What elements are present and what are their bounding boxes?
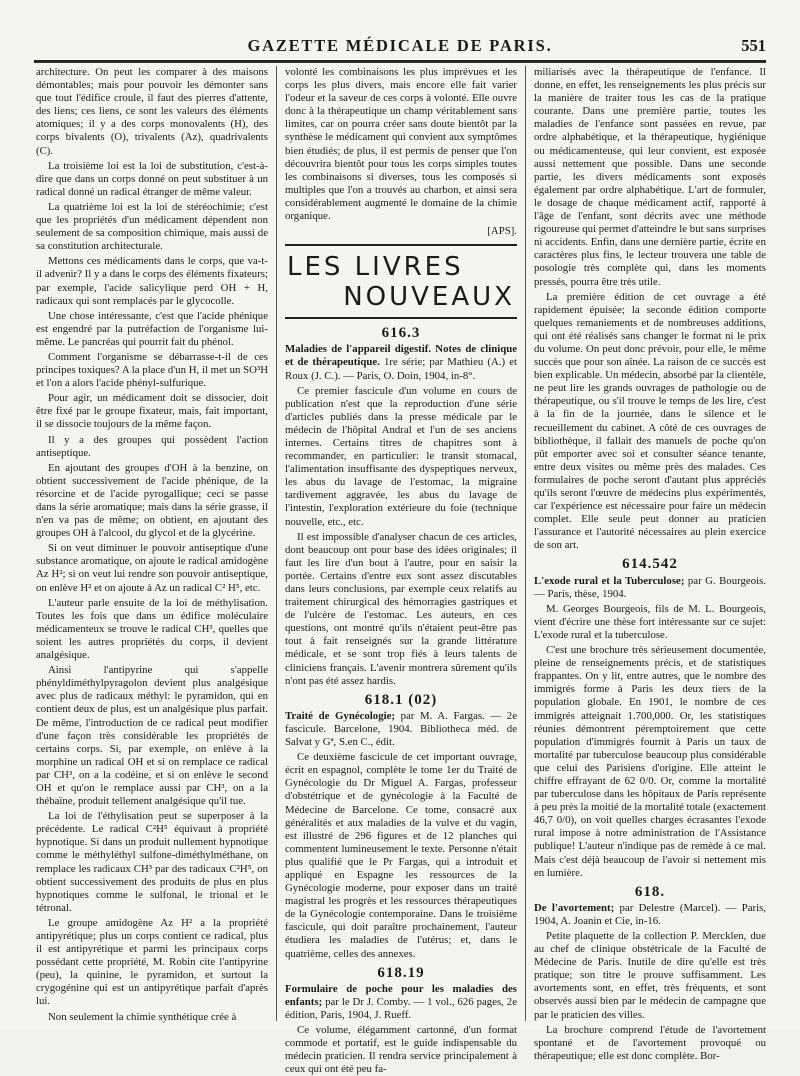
- book-details: par le Dr J. Comby. — 1 vol., 626 pages, 2e édition, Paris, 1904, J. Rueff.: [285, 995, 517, 1021]
- column-2: [285, 66, 517, 1076]
- book-title: L'exode rural et la Tuberculose;: [534, 574, 685, 587]
- paragraph: La troisième loi est la loi de substitution, c'est-à-dire que dans un corps donné on peut substituer à un radical donné un radical étranger de même valeur.: [36, 159, 268, 198]
- paragraph: C'est une brochure très sérieusement documentée, pleine de renseignements précis, et de statistiques frappantes. On y lit, entre autres, que le nombre des immigrés forme à Paris les deux tiers de la population globale. En 1901, le nombre de ces immigrés atteignait 1.700,000. Or, les statistiques réunies démontrent péremptoirement que cette population d'immigrés fournit à Paris un taux de mortalité par tuberculose beaucoup plus considérable que celui des Parisiens d'origine. Elle atteint le chiffre effrayant de 62 0/0. Or, comme la mortalité par tuberculose dans les hôpitaux de Paris représente à peu près la moitié de la mortalité totale (exactement 46,7 0/0), on voit quelles charges écrasantes l'exode rural impose à notre administration de l'Assistance publique! L'auteur n'indique pas de remède à ce mal. Mais c'est déjà beaucoup de l'avoir si nettement mis en lumière.: [534, 644, 766, 879]
- paragraph: miliarisés avec la thérapeutique de l'enfance. Il donne, en effet, les renseignements les plus précis sur la manière de traiter tous les cas de la pratique courante. Dans une première partie, toutes les maladies de l'enfance sont passées en revue, par ordre alphabétique, et la thérapeutique, hygiénique ou médicamenteuse, qui leur convient, est exposée aussi nettement que possible. Dans une seconde partie, les divers médicaments sont exposés également par ordre alphabétique. L'art de formuler, le dosage de chaque médicament actif, rapporté à l'âge de l'enfant, sont décrits avec une méthode rigoureuse qui permet d'atteindre le but sans surprises ni accidents. Enfin, dans une dernière partie, écrite en caractères plus fins, le lecteur trouvera une table de posologie très complète qui, dans les moments pressés, pourra être très utile.: [534, 66, 766, 288]
- paragraph: Il y a des groupes qui possèdent l'action antiseptique.: [36, 433, 268, 459]
- paragraph: La brochure comprend l'étude de l'avortement spontané et de l'avortement provoqué ou thérapeutique; elle est donc complète. Bor-: [534, 1023, 766, 1062]
- column-divider: [525, 66, 526, 1021]
- paragraph: Le groupe amidogène Az H² a la propriété antipyrétique; plus un corps contient ce radical, plus il est antipyrétique et parmi les principaux corps possédant cette propriété, M. Robin cite l'antipyrine (peu), la quinine, le pyramidon, et surtout la crygogénine qui est un antipyrétique parfait d'après lui.: [36, 916, 268, 1008]
- paragraph: Ce volume, élégamment cartonné, d'un format commode et portatif, est le guide indispensable du médecin praticien. Il rendra service principalement à ceux qui ont été peu fa-: [285, 1024, 517, 1076]
- paragraph: Il est impossible d'analyser chacun de ces articles, dont beaucoup ont pour base des idées originales; il faut les lire d'un bout à l'autre, pour en saisir la portée. Certains d'entre eux sont assez discutables dans leurs conclusions, par exemple ceux relatifs au traitement chirurgical des hémorragies gastriques et de l'ulcère de l'estomac. Les auteurs, en ces questions, ont montré qu'ils n'étaient peut-être pas tout à fait renseignés sur la grande littérature médicale, et se sont trop fiés à leurs talents de cliniciens français. L'avenir montrera sûrement qu'ils n'ont pas été assez hardis.: [285, 530, 517, 687]
- paragraph: architecture. On peut les comparer à des maisons démontables; mais pour pouvoir les démonter sans que tout l'édifice croule, il faut des pierres d'attente, des liens; ces liens, ce sont les valeurs des éléments atomiques; il y a des corps monovalents (H), des corps bivalents (O), trivalents (Az), quadrivalents (C).: [36, 66, 268, 157]
- classification-number: 614.542: [622, 556, 678, 573]
- banner-line-2: NOUVEAUX: [343, 282, 515, 313]
- page-number: 551: [741, 36, 766, 55]
- paragraph: Ce deuxième fascicule de cet important ouvrage, écrit en espagnol, complète le tome 1er du Traité de Gynécologie du Dr Miguel A. Fargas, professeur d'obstétrique et de gynécologie à la Faculté de Médecine de Barcelone. Ce tome, consacré aux généralités et aux maladies de la vulve et du vagin, est illustré de 296 figures et de 12 planches qui commentent lumineusement le texte. Personne n'était plus qualifié que le Pr Fargas, qui a introduit et appliqué en Espagne les ressources de la Gynécologie moderne, pour exposer dans un traité magistral les progrès et les ressources thérapeutiques de la Gynécologie contemporaine. Dans le troisième fascicule, qui doit paraître prochainement, l'auteur étudiera les maladies de l'utérus; et, dans le quatrième, celles des annexes.: [285, 751, 517, 960]
- paragraph: Non seulement la chimie synthétique crée à: [48, 1010, 237, 1023]
- journal-title: GAZETTE MÉDICALE DE PARIS.: [247, 36, 553, 55]
- book-title: Maladies de l'appareil digestif. Notes de clinique et de thérapeutique.: [285, 343, 517, 369]
- paragraph: En ajoutant des groupes d'OH à la benzine, on obtient successivement de l'acide phénique, de la résorcine et de l'acide pyrogallique; ceci se passe dans la série aromatique; mais dans la série grasse, il n'en va pas de même; on obtient, en ajoutant des groupes OH à l'alcool, du glycol et de la glycérine.: [36, 461, 268, 540]
- classification-number: 618.19: [377, 964, 425, 981]
- book-entry: [285, 343, 517, 382]
- paragraph: M. Georges Bourgeois, fils de M. L. Bourgeois, vient d'écrire une thèse fort intéressante sur ce sujet: L'exode rural et la tuberculose.: [534, 602, 766, 641]
- paragraph: Ce premier fascicule d'un volume en cours de publication n'est que la reproduction d'une série d'articles publiés dans la presse médicale par le médecin de l'hôpital Andral et l'un de ses anciens internes. Certains titres de chapitres sont à recommander, en particulier: le transit stomacal, l'alimentation insuffisante des dyspeptiques nerveux, les abus du lavage de l'estomac, la migraine tardivement aggravée, les abus du lavage de l'intestin, l'exploration extérieure du foie (technique nouvelle, etc., etc.: [285, 384, 517, 528]
- paragraph: volonté les combinaisons les plus imprévues et les corps les plus divers, mais encore elle fait varier l'odeur et la saveur de ces corps à volonté. Elle ouvre donc à la thérapeutique un champ véritablement sans limites, car on pourra créer sans doute bientôt par la synthèse le médicament qui convient aux symptômes bien étudiés; de plus, il est permis de penser que l'on découvrira bientôt pour tous les corps simples toutes les combinaisons si diverses, tous les composés si multiples que l'on a trouvés au charbon, et ainsi sera considérablement augmenté le domaine de la chimie organique.: [285, 66, 517, 223]
- page-header: [34, 34, 766, 62]
- section-banner: [285, 244, 517, 319]
- column-1: [36, 66, 268, 1021]
- book-title: De l'avortement;: [534, 901, 615, 914]
- book-entry: [285, 710, 517, 749]
- paragraph: Si on veut diminuer le pouvoir antiseptique d'une substance aromatique, on ajoute le radical amidogène Az H²; si on veut lui rendre son pouvoir antiseptique, on enlève H² et on ajoute à Az un radical C² H⁵, etc.: [36, 542, 268, 594]
- book-entry: [534, 575, 766, 601]
- book-entry: [285, 983, 517, 1022]
- book-details: par G. Bourgeois. — Paris, thèse, 1904.: [534, 574, 766, 600]
- book-details: par Delestre (Marcel). — Paris, 1904, A. Joanin et Cie, in-16.: [534, 901, 766, 927]
- paragraph: Mettons ces médicaments dans le corps, que va-t-il advenir? Il y a dans le corps des éléments fixateurs; par exemple, l'acide salicylique perd OH + H, radicaux qui sont remplacés par le glycocolle.: [36, 255, 268, 307]
- paragraph: La première édition de cet ouvrage a été rapidement épuisée; la seconde édition comporte quelques remaniements et de nombreuses additions, qui ont été réalisés sans changer le format ni le prix du volume. On peut donc prévoir, pour elle, le même succès que pour son aînée. La raison de ce succès est bien explicable. Un médecin, absorbé par la clientèle, ne peut lire les grands ouvrages de pathologie ou de thérapeutique, ou s'il trouve le temps de les lire, c'est à la fin de la journée, dans le silence et le recueillement du cabinet. A côté de ces ouvrages de bibliothèque, il fallait des manuels de poche qu'on pût emporter avec soi et consulter séance tenante, entre deux visites ou même près des malades. Ces formulaires de poche seront d'autant plus appréciés qu'ils seront l'œuvre de médecins plus expérimentés, car l'expérience est nécessaire pour faire un médecin complet. Elle seule peut donner au praticien l'assurance et l'autorité nécessaires au plein exercice de son art.: [534, 290, 766, 552]
- book-details: par M. A. Fargas. — 2e fascicule. Barcelone, 1904. Bibliotheca méd. de Salvat y Gª, S.en C., édit.: [285, 709, 517, 749]
- paragraph: L'auteur parle ensuite de la loi de méthylisation. Toutes les fois que dans un édifice moléculaire médicamenteux se trouve le radical CH³, quelles que soient les autres propriétés du corps, il devient analgésique.: [36, 596, 268, 662]
- paragraph: Comment l'organisme se débarrasse-t-il de ces principes toxiques? A la place d'un H, il met un SO³H et l'on a alors l'acide phényl-sulfurique.: [36, 350, 268, 390]
- paragraph: La quatrième loi est la loi de stéréochimie; c'est que les propriétés d'un médicament dépendent non seulement de sa composition chimique, mais aussi de sa constitution architecturale.: [36, 200, 268, 253]
- classification-number: 618.1 (02): [364, 691, 438, 708]
- paragraph: Une chose intéressante, c'est que l'acide phénique est engendré par la putréfaction de l'organisme lui-même. Le pancréas qui pourrit fait du phénol.: [36, 309, 268, 348]
- column-divider: [276, 66, 277, 1021]
- banner-line-1: LES LIVRES: [287, 252, 464, 283]
- book-entry: [534, 902, 766, 928]
- article-signature: [APS].: [487, 225, 517, 238]
- book-title: Formulaire de poche pour les maladies des enfants;: [285, 982, 517, 1008]
- paragraph: Ainsi l'antipyrine qui s'appelle phényldiméthylpyragolon devient plus analgésique avec plus de radicaux méthyl: le pyramidon, qui en contient deux de plus, est un analgésique plus parfait. De même, l'introduction de ce radical peut modifier d'une façon très considérable les propriétés de certains corps. Si, par exemple, on enlève à la morphine un radical OH et si on remplace ce radical par CH³, on a la codéine, et si on enlève le second OH et qu'on le remplace aussi par CH³, on a la thébaïne, produit tellement analgésique qu'il tue.: [36, 664, 268, 808]
- paragraph: Pour agir, un médicament doit se dissocier, doit être fixé par le groupe fixateur, mais, fait important, il se dissocie toujours de la même façon.: [36, 392, 268, 431]
- book-details: 1re série; par Mathieu (A.) et Roux (J. C.). — Paris, O. Doin, 1904, in-8°.: [285, 356, 517, 382]
- column-3: [534, 66, 766, 1062]
- classification-number: 616.3: [381, 325, 421, 342]
- paragraph: Petite plaquette de la collection P. Mercklen, due au chef de clinique obstétricale de la Faculté de Médecine de Paris. Inutile de dire qu'elle est très pratique; son titre le prouve suffisamment. Les avortements sont, en effet, très fréquents, et sont observés aussi bien par le médecin de campagne que par le praticien des villes.: [534, 930, 766, 1021]
- header-rule: [34, 62, 766, 63]
- classification-number: 618.: [634, 883, 666, 900]
- paragraph: La loi de l'éthylisation peut se superposer à la précédente. Le radical C²H⁵ équivaut à propriété hypnotique. Si dans un produit nullement hypnotique comme le méthyléthyl sulfone-diméthylméthane, on remplace les radicaux CH³ par des radicaux C²H⁵, on obtient successivement des produits de plus en plus hypnotiques comme le sulfonal, le trional et le tétronal.: [36, 810, 268, 914]
- book-title: Traité de Gynécologie;: [285, 709, 395, 722]
